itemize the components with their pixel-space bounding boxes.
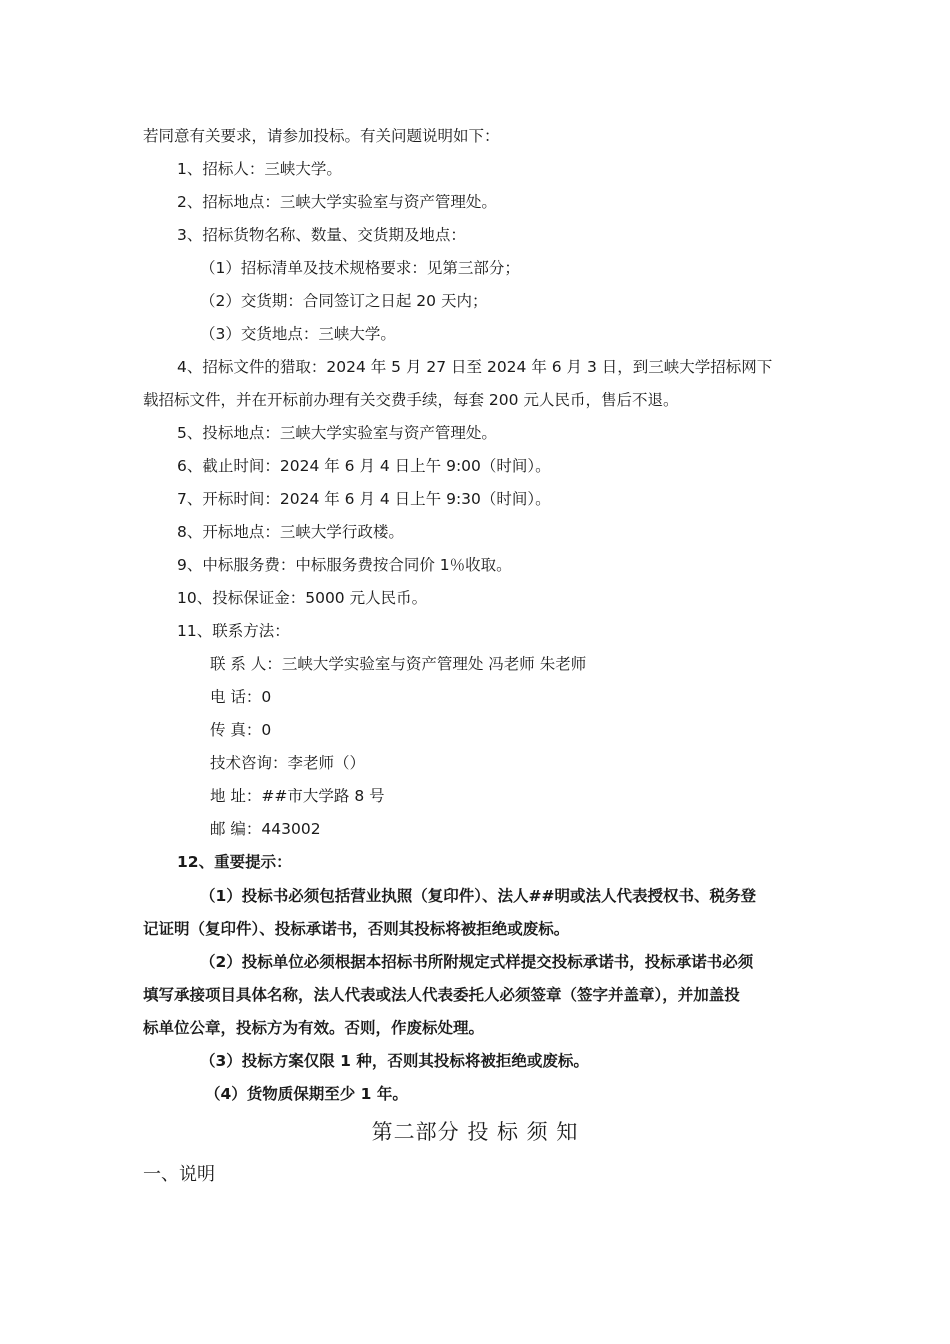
item-contact-method: 11、联系方法： <box>177 622 290 640</box>
item-deadline: 6、截止时间：2024 年 6 月 4 日上午 9:00（时间）。 <box>177 457 551 475</box>
contact-address: 地 址：##市大学路 8 号 <box>210 787 385 805</box>
contact-phone: 电 话：0 <box>210 688 272 706</box>
item-opening-location: 8、开标地点：三峡大学行政楼。 <box>177 523 404 541</box>
notice-2: （2）投标单位必须根据本招标书所附规定式样提交投标承诺书，投标承诺书必须 <box>200 953 754 971</box>
item-goods-spec: （1）招标清单及技术规格要求：见第三部分； <box>200 259 520 277</box>
notice-3: （3）投标方案仅限 1 种，否则其投标将被拒绝或废标。 <box>200 1052 589 1070</box>
intro-line: 若同意有关要求，请参加投标。有关问题说明如下： <box>143 127 500 145</box>
notice-title: 12、重要提示： <box>177 853 292 871</box>
contact-postcode: 邮 编：443002 <box>210 820 321 838</box>
notice-1: （1）投标书必须包括营业执照（复印件）、法人##明或法人代表授权书、税务登 <box>200 887 757 905</box>
item-delivery-period: （2）交货期：合同签订之日起 20 天内； <box>200 292 488 310</box>
notice-1-cont: 记证明（复印件）、投标承诺书，否则其投标将被拒绝或废标。 <box>143 920 570 938</box>
contact-person: 联 系 人：三峡大学实验室与资产管理处 冯老师 朱老师 <box>210 655 587 673</box>
section-1-heading: 一、说明 <box>143 1164 215 1185</box>
item-goods-info: 3、招标货物名称、数量、交货期及地点： <box>177 226 466 244</box>
item-service-fee: 9、中标服务费：中标服务费按合同价 1％收取。 <box>177 556 512 574</box>
notice-4: （4）货物质保期至少 1 年。 <box>205 1085 408 1103</box>
item-delivery-location: （3）交货地点：三峡大学。 <box>200 325 396 343</box>
part2-heading: 第二部分 投 标 须 知 <box>371 1120 579 1144</box>
item-document-acquisition: 4、招标文件的猎取：2024 年 5 月 27 日至 2024 年 6 月 3 日，到三峡大学招标网下 <box>177 358 773 376</box>
item-bid-location: 5、投标地点：三峡大学实验室与资产管理处。 <box>177 424 497 442</box>
item-document-acquisition-cont: 载招标文件，并在开标前办理有关交费手续，每套 200 元人民币，售后不退。 <box>143 391 679 409</box>
item-opening-time: 7、开标时间：2024 年 6 月 4 日上午 9:30（时间）。 <box>177 490 551 508</box>
contact-tech: 技术咨询：李老师（） <box>210 754 366 772</box>
notice-2-cont-a: 填写承接项目具体名称，法人代表或法人代表委托人必须签章（签字并盖章），并加盖投 <box>143 986 740 1004</box>
item-tenderer: 1、招标人：三峡大学。 <box>177 160 342 178</box>
item-deposit: 10、投标保证金：5000 元人民币。 <box>177 589 428 607</box>
contact-fax: 传 真：0 <box>210 721 272 739</box>
item-tender-location: 2、招标地点：三峡大学实验室与资产管理处。 <box>177 193 497 211</box>
notice-2-cont-b: 标单位公章，投标方为有效。否则，作废标处理。 <box>143 1019 485 1037</box>
